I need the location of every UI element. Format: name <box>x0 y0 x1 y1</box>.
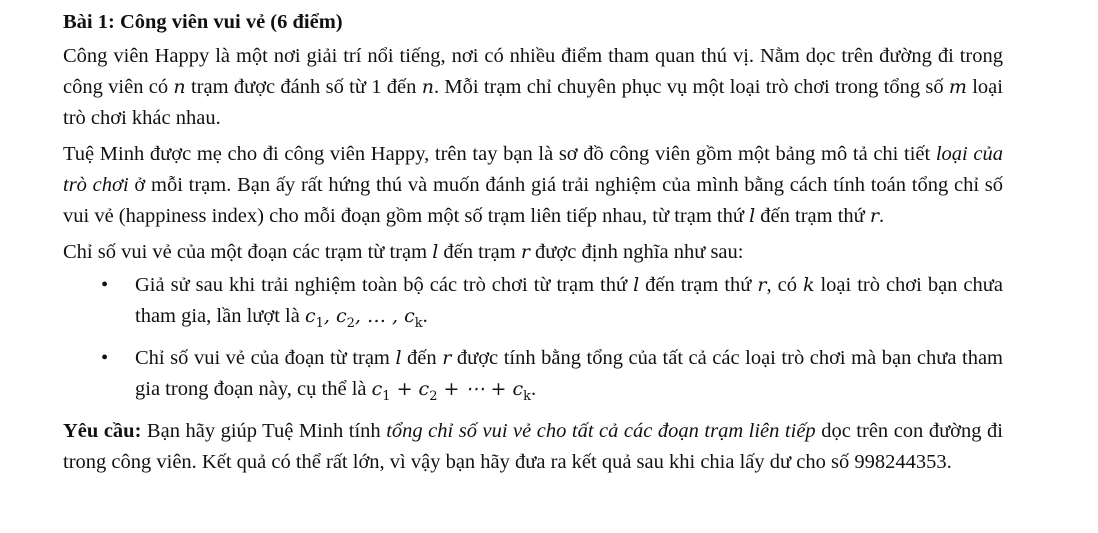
math-subscript: 2 <box>346 315 355 331</box>
paragraph-park-intro <box>63 41 1003 134</box>
text: , có <box>766 274 803 296</box>
paragraph-tue-minh <box>63 139 1003 232</box>
math-subscript: k <box>414 315 423 331</box>
math-expression <box>371 377 532 404</box>
text: . <box>878 205 885 227</box>
text: đến trạm thứ <box>755 205 870 227</box>
text: Chỉ số vui vẻ của một đoạn các trạm từ trạm <box>63 241 433 263</box>
paragraph-definition <box>63 237 1003 268</box>
list-item <box>63 270 1003 339</box>
math-var: l <box>432 241 439 263</box>
problem-title: Bài 1: Công viên vui vẻ (6 điểm) <box>63 11 343 33</box>
math-var: r <box>520 241 530 263</box>
math-var: n <box>421 76 434 98</box>
paragraph-requirement <box>63 416 1003 478</box>
text: đến trạm <box>438 241 521 263</box>
math-var: + ⋯ + c <box>437 377 524 400</box>
problem-document <box>63 7 1003 483</box>
math-var: l <box>749 205 756 227</box>
math-var: c <box>371 377 383 400</box>
math-var: l <box>633 274 640 296</box>
text: loại trò chơi khác nhau. <box>63 76 1003 129</box>
math-var: r <box>442 346 452 369</box>
bullet-icon: • <box>101 274 109 296</box>
text: đến <box>401 346 443 369</box>
definition-list <box>63 270 1003 412</box>
math-expression <box>304 305 423 331</box>
math-var: r <box>869 205 879 227</box>
text: trạm được đánh số từ 1 đến <box>185 76 422 98</box>
math-subscript: 2 <box>429 388 438 404</box>
math-var: r <box>757 274 767 296</box>
math-var: n <box>173 76 186 98</box>
requirement-label: Yêu cầu: <box>63 419 142 442</box>
bullet-icon: • <box>101 346 109 369</box>
list-item <box>63 343 1003 412</box>
text: . <box>422 305 428 327</box>
math-subscript: k <box>523 388 532 404</box>
emphasis-text: tổng chỉ số vui vẻ cho tất cả các đoạn trạm liên tiếp <box>386 419 816 442</box>
math-var: m <box>948 76 967 98</box>
math-var: c <box>304 305 316 327</box>
math-subscript: 1 <box>315 315 324 331</box>
math-var: k <box>802 274 815 296</box>
emphasis-text: loại của trò chơi <box>63 143 1004 196</box>
text: Công viên Happy là một nơi giải trí nổi tiếng, nơi có nhiều điểm tham quan thú vị. Nằm dọc trên đường đi trong công viên có <box>63 45 1003 98</box>
text: . <box>531 377 537 400</box>
text: dọc trên con đường đi trong công viên. Kết quả có thể rất lớn, vì vậy bạn hãy đưa ra kết quả sau khi chia lấy dư cho số 998244353. <box>63 419 1003 473</box>
math-var: l <box>395 346 402 369</box>
math-subscript: 1 <box>382 388 391 404</box>
text: đến trạm thứ <box>639 274 758 296</box>
text: Bạn hãy giúp Tuệ Minh tính <box>141 419 387 442</box>
math-var: + c <box>390 377 430 400</box>
math-var: , … , c <box>354 305 415 327</box>
text: được định nghĩa như sau: <box>529 241 744 263</box>
math-var: , c <box>323 305 347 327</box>
text: Giả sử sau khi trải nghiệm toàn bộ các trò chơi từ trạm thứ <box>135 274 634 296</box>
text: . Mỗi trạm chỉ chuyên phục vụ một loại trò chơi trong tổng số <box>433 76 949 98</box>
text: loại trò chơi bạn chưa tham gia, lần lượt là <box>135 274 1003 327</box>
text: được tính bằng tổng của tất cả các loại trò chơi mà bạn chưa tham gia trong đoạn này, cụ thể là <box>135 346 1004 400</box>
text: Chỉ số vui vẻ của đoạn từ trạm <box>135 346 396 369</box>
text: Tuệ Minh được mẹ cho đi công viên Happy, trên tay bạn là sơ đồ công viên gồm một bảng mô tả chi tiết <box>63 143 936 165</box>
text: ở mỗi trạm. Bạn ấy rất hứng thú và muốn đánh giá trải nghiệm của mình bằng cách tính toán tổng chỉ số vui vẻ (happiness index) cho mỗi đoạn gồm một số trạm liên tiếp nhau, từ trạm thứ <box>63 174 1003 227</box>
